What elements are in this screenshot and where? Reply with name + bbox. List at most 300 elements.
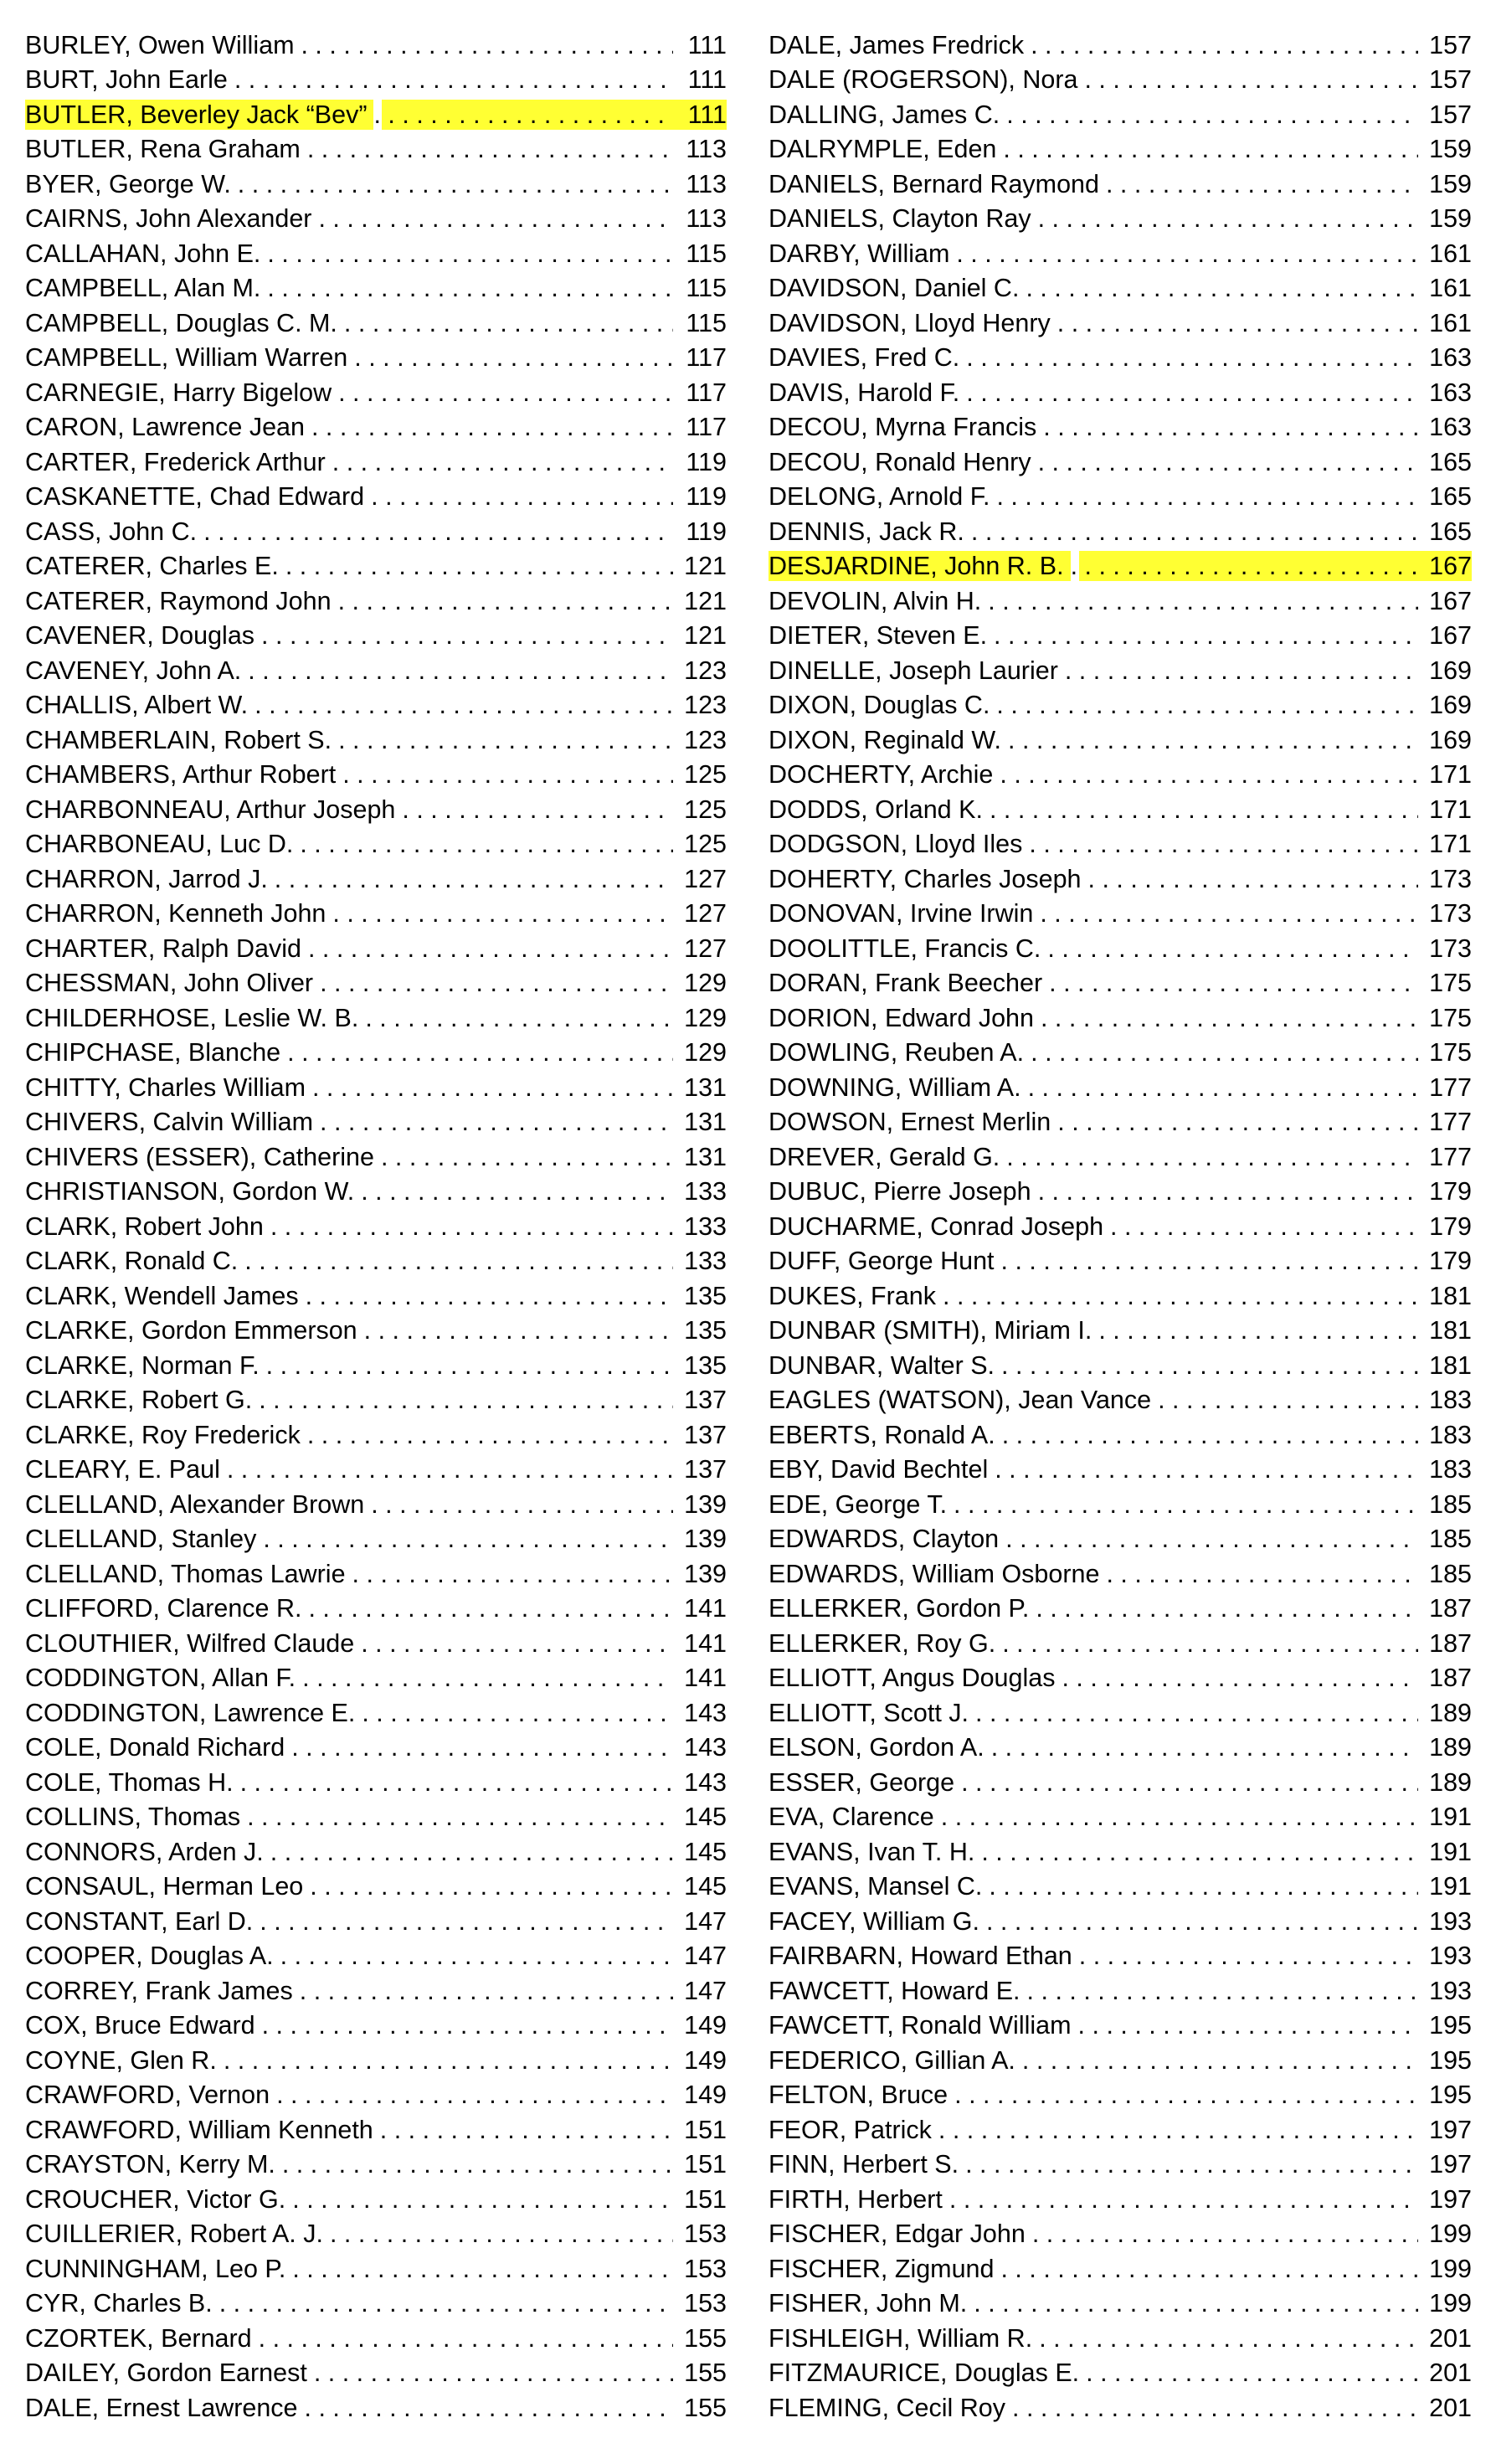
- entry-name: CLARKE, Gordon Emmerson: [25, 1316, 357, 1345]
- entry-page-number: 149: [684, 2011, 727, 2040]
- index-entry: [25, 2040, 727, 2076]
- entry-name: DEVOLIN, Alvin H.: [769, 586, 982, 615]
- entry-page-number: 193: [1429, 1906, 1472, 1936]
- entry-name: DOWSON, Ernest Merlin: [769, 1108, 1051, 1136]
- entry-name: DALE, Ernest Lawrence: [25, 2393, 298, 2422]
- dot-leader: [373, 100, 673, 130]
- entry-name: EDE, George T.: [769, 1489, 948, 1519]
- entry-page-number: 197: [1429, 2150, 1472, 2179]
- dot-leader: [371, 1489, 673, 1520]
- dot-leader: [954, 2080, 1418, 2110]
- dot-leader: [270, 1211, 673, 1242]
- entry-page-number: 151: [684, 2150, 727, 2179]
- entry-name: FITZMAURICE, Douglas E.: [769, 2359, 1080, 2387]
- entry-name: DANIELS, Clayton Ray: [769, 204, 1031, 233]
- dot-leader: [1038, 1176, 1418, 1206]
- entry-page-number: 125: [684, 760, 727, 789]
- entry-name: ELLIOTT, Scott J.: [769, 1698, 969, 1727]
- entry-page-number: 163: [1429, 378, 1472, 407]
- entry-page-number: 169: [1429, 656, 1472, 685]
- entry-name: FISHLEIGH, William R.: [769, 2323, 1033, 2353]
- index-entry: [769, 303, 1472, 338]
- dot-leader: [1003, 134, 1418, 164]
- dot-leader: [994, 620, 1418, 651]
- entry-page-number: 189: [1429, 1767, 1472, 1797]
- index-entry: [769, 1345, 1472, 1381]
- index-entry: [769, 1067, 1472, 1103]
- entry-name: CODDINGTON, Lawrence E.: [25, 1698, 356, 1727]
- dot-leader: [996, 690, 1418, 720]
- index-entry: [25, 2388, 727, 2423]
- index-entry: [25, 894, 727, 929]
- entry-page-number: 171: [1429, 795, 1472, 824]
- entry-name: FAWCETT, Ronald William: [769, 2011, 1072, 2040]
- index-entry: [25, 2179, 727, 2215]
- entry-name: DAVIES, Fred C.: [769, 343, 960, 372]
- dot-leader: [975, 1698, 1418, 1728]
- entry-name: CHARRON, Kenneth John: [25, 899, 326, 928]
- index-entry: [769, 2215, 1472, 2250]
- entry-page-number: 119: [686, 447, 727, 476]
- entry-page-number: 117: [686, 343, 727, 372]
- entry-page-number: 201: [1429, 2323, 1472, 2353]
- entry-name: CZORTEK, Bernard: [25, 2323, 252, 2353]
- entry-name: CLELLAND, Alexander Brown: [25, 1489, 365, 1519]
- index-entry: [769, 1311, 1472, 1346]
- index-entry: [25, 929, 727, 964]
- entry-page-number: 161: [1429, 274, 1472, 302]
- entry-page-number: 137: [684, 1455, 727, 1484]
- index-entry: [769, 2145, 1472, 2180]
- index-entry: [769, 1937, 1472, 1972]
- index-entry: [25, 303, 727, 338]
- entry-page-number: 161: [1429, 308, 1472, 337]
- entry-page-number: 115: [686, 308, 727, 337]
- entry-page-number: 119: [686, 482, 727, 511]
- index-entry: [25, 1450, 727, 1485]
- entry-page-number: 197: [1429, 2184, 1472, 2214]
- index-entry: [25, 1623, 727, 1659]
- entry-page-number: 199: [1429, 2254, 1472, 2283]
- dot-leader: [402, 795, 673, 825]
- entry-page-number: 201: [1429, 2393, 1472, 2422]
- entry-page-number: 167: [1429, 621, 1472, 650]
- entry-name: CHARTER, Ralph David: [25, 934, 301, 963]
- dot-leader: [1038, 203, 1418, 234]
- dot-leader: [354, 342, 673, 373]
- entry-page-number: 121: [684, 552, 727, 580]
- entry-name: CASKANETTE, Chad Edward: [25, 482, 365, 511]
- index-entry: [769, 1276, 1472, 1311]
- dot-leader: [1040, 898, 1418, 929]
- entry-name: CAMPBELL, Douglas C. M.: [25, 308, 337, 337]
- index-entry: [25, 825, 727, 860]
- dot-leader: [1038, 447, 1418, 477]
- entry-page-number: 153: [684, 2254, 727, 2283]
- index-entry: [769, 1450, 1472, 1485]
- dot-leader: [1057, 308, 1418, 338]
- dot-leader: [302, 1663, 673, 1693]
- index-entry: [769, 442, 1472, 477]
- dot-leader: [996, 481, 1418, 512]
- dot-leader: [308, 934, 673, 964]
- entry-page-number: 187: [1429, 1594, 1472, 1623]
- entry-name: CATERER, Charles E.: [25, 552, 279, 580]
- entry-name: CHARBONEAU, Luc D.: [25, 830, 294, 858]
- index-entry: [25, 442, 727, 477]
- index-entry: [769, 1798, 1472, 1833]
- dot-leader: [1057, 1107, 1418, 1137]
- entry-name: FIRTH, Herbert: [769, 2184, 943, 2214]
- entry-name: BYER, George W.: [25, 169, 231, 198]
- entry-name: FLEMING, Cecil Roy: [769, 2393, 1006, 2422]
- entry-page-number: 195: [1429, 2011, 1472, 2040]
- entry-page-number: 117: [686, 378, 727, 407]
- index-entry: [769, 2179, 1472, 2215]
- entry-page-number: 169: [1429, 691, 1472, 719]
- index-entry: [769, 998, 1472, 1033]
- entry-page-number: 177: [1429, 1108, 1472, 1136]
- dot-leader: [991, 1732, 1418, 1762]
- dot-leader: [1006, 100, 1418, 130]
- entry-page-number: 189: [1429, 1698, 1472, 1727]
- dot-leader: [1002, 1420, 1418, 1450]
- entry-page-number: 191: [1429, 1872, 1472, 1901]
- index-entry: [25, 2076, 727, 2111]
- entry-page-number: 141: [684, 1628, 727, 1658]
- index-entry: [769, 755, 1472, 790]
- dot-leader: [1106, 1559, 1418, 1589]
- entry-name: EBERTS, Ronald A.: [769, 1420, 995, 1449]
- entry-name: EAGLES (WATSON), Jean Vance: [769, 1386, 1152, 1414]
- entry-name: CLELLAND, Thomas Lawrie: [25, 1559, 346, 1588]
- index-entry: [769, 512, 1472, 547]
- entry-name: BURT, John Earle: [25, 65, 228, 94]
- entry-name: FEOR, Patrick: [769, 2115, 932, 2144]
- index-entry: [25, 1832, 727, 1867]
- entry-name: DORION, Edward John: [769, 1003, 1034, 1032]
- index-entry: [769, 581, 1472, 616]
- entry-name: ESSER, George: [769, 1767, 955, 1797]
- dot-leader: [261, 620, 673, 651]
- entry-page-number: 123: [684, 656, 727, 685]
- dot-leader: [238, 169, 673, 199]
- entry-page-number: 121: [684, 586, 727, 615]
- entry-page-number: 143: [684, 1698, 727, 1727]
- entry-name: DOCHERTY, Archie: [769, 760, 994, 789]
- dot-leader: [320, 968, 673, 998]
- entry-page-number: 119: [686, 517, 727, 546]
- entry-page-number: 159: [1429, 135, 1472, 163]
- entry-page-number: 167: [1429, 586, 1472, 615]
- entry-page-number: 157: [1429, 30, 1472, 59]
- index-entry: [769, 1867, 1472, 1902]
- dot-leader: [1005, 1524, 1418, 1554]
- dot-leader: [1012, 2393, 1418, 2423]
- dot-leader: [292, 2184, 673, 2215]
- entry-page-number: 141: [684, 1594, 727, 1623]
- index-entry: [769, 686, 1472, 721]
- index-entry: [769, 1659, 1472, 1694]
- entry-name: CHALLIS, Albert W.: [25, 691, 249, 719]
- dot-leader: [1031, 1037, 1418, 1067]
- dot-leader: [259, 1385, 673, 1415]
- dot-leader: [1047, 934, 1418, 964]
- index-entry: [25, 477, 727, 512]
- index-entry: [25, 859, 727, 894]
- entry-page-number: 179: [1429, 1177, 1472, 1206]
- dot-leader: [1039, 2323, 1418, 2353]
- index-entry: [25, 1415, 727, 1450]
- entry-name: CLARK, Wendell James: [25, 1281, 299, 1310]
- dot-leader: [966, 342, 1418, 373]
- entry-page-number: 129: [684, 1038, 727, 1067]
- entry-name: FAIRBARN, Howard Ethan: [769, 1942, 1072, 1970]
- index-entry: [25, 1798, 727, 1833]
- dot-leader: [961, 1767, 1418, 1798]
- entry-page-number: 131: [684, 1108, 727, 1136]
- entry-name: COLE, Donald Richard: [25, 1733, 285, 1762]
- entry-name: DAVIDSON, Daniel C.: [769, 274, 1020, 302]
- entry-page-number: 127: [684, 934, 727, 963]
- dot-leader: [988, 586, 1418, 616]
- index-entry: [769, 616, 1472, 651]
- entry-name: CHARBONNEAU, Arthur Joseph: [25, 795, 396, 824]
- dot-leader: [1071, 551, 1418, 581]
- entry-name: DALE, James Fredrick: [769, 30, 1025, 59]
- dot-leader: [292, 2254, 673, 2284]
- entry-name: FELTON, Bruce: [769, 2081, 948, 2109]
- dot-leader: [307, 1420, 673, 1450]
- dot-leader: [1043, 412, 1418, 442]
- entry-name: DUNBAR, Walter S.: [769, 1350, 995, 1380]
- index-entry: [25, 2145, 727, 2180]
- index-entry: [25, 1067, 727, 1103]
- entry-name: DUFF, George Hunt: [769, 1247, 995, 1275]
- entry-page-number: 113: [686, 204, 727, 233]
- entry-page-number: 179: [1429, 1211, 1472, 1241]
- entry-name: DIXON, Reginald W.: [769, 725, 1001, 754]
- index-entry: [769, 2353, 1472, 2389]
- entry-name: COYNE, Glen R.: [25, 2045, 217, 2075]
- entry-page-number: 149: [684, 2081, 727, 2109]
- entry-name: CRAWFORD, William Kenneth: [25, 2115, 373, 2144]
- entry-page-number: 139: [684, 1525, 727, 1553]
- index-entry: [25, 1137, 727, 1172]
- index-entry: [25, 234, 727, 269]
- entry-page-number: 177: [1429, 1142, 1472, 1171]
- dot-leader: [1062, 1663, 1418, 1693]
- dot-leader: [219, 2288, 673, 2318]
- entry-name: FAWCETT, Howard E.: [769, 1976, 1020, 2005]
- entry-page-number: 117: [686, 413, 727, 441]
- index-entry: [25, 1311, 727, 1346]
- entry-page-number: 137: [684, 1420, 727, 1449]
- index-entry: [769, 1415, 1472, 1450]
- entry-page-number: 169: [1429, 725, 1472, 754]
- entry-page-number: 123: [684, 691, 727, 719]
- index-entry: [25, 512, 727, 547]
- entry-page-number: 167: [1418, 551, 1472, 581]
- entry-page-number: 133: [684, 1177, 727, 1206]
- dot-leader: [1001, 1246, 1418, 1276]
- entry-page-number: 159: [1429, 204, 1472, 233]
- dot-leader: [943, 1281, 1418, 1311]
- entry-page-number: 181: [1429, 1350, 1472, 1380]
- index-entry: [25, 1762, 727, 1798]
- dot-leader: [1028, 1073, 1418, 1103]
- index-entry: [25, 1033, 727, 1068]
- dot-leader: [308, 1593, 673, 1623]
- entry-page-number: 193: [1429, 1942, 1472, 1970]
- entry-name: CONNORS, Arden J.: [25, 1837, 264, 1866]
- entry-name: BUTLER, Rena Graham: [25, 135, 301, 163]
- index-entry: [25, 408, 727, 443]
- entry-name: DOOLITTLE, Francis C.: [769, 934, 1041, 963]
- entry-page-number: 149: [684, 2045, 727, 2075]
- entry-page-number: 153: [684, 2289, 727, 2317]
- index-entry: [769, 1728, 1472, 1763]
- entry-name: CLARKE, Norman F.: [25, 1350, 260, 1380]
- entry-name: CRAYSTON, Kerry M.: [25, 2150, 275, 2179]
- index-entry: [25, 373, 727, 408]
- entry-name: ELLERKER, Gordon P.: [769, 1594, 1030, 1623]
- entry-page-number: 165: [1429, 517, 1472, 546]
- entry-name: CONSAUL, Herman Leo: [25, 1872, 304, 1901]
- entry-page-number: 201: [1429, 2359, 1472, 2387]
- index-entry: [25, 164, 727, 199]
- dot-leader: [305, 2393, 674, 2423]
- index-entry: [769, 2110, 1472, 2145]
- dot-leader: [259, 2323, 673, 2353]
- index-entry: [25, 2353, 727, 2389]
- dot-leader: [1158, 1385, 1418, 1415]
- entry-name: DUNBAR (SMITH), Miriam I.: [769, 1316, 1092, 1345]
- entry-name: CYR, Charles B.: [25, 2289, 213, 2317]
- dot-leader: [974, 2288, 1418, 2318]
- dot-leader: [227, 1454, 673, 1484]
- dot-leader: [364, 1315, 673, 1345]
- dot-leader: [1008, 725, 1418, 755]
- index-entry: [25, 616, 727, 651]
- index-entry: [769, 25, 1472, 60]
- dot-leader: [282, 2149, 673, 2179]
- index-entry: [25, 338, 727, 373]
- entry-name: EVANS, Mansel C.: [769, 1872, 983, 1901]
- entry-page-number: 147: [684, 1976, 727, 2005]
- entry-page-number: 139: [684, 1489, 727, 1519]
- entry-name: DAVIS, Harold F.: [769, 378, 960, 407]
- entry-page-number: 199: [1429, 2220, 1472, 2248]
- dot-leader: [344, 308, 673, 338]
- index-column-right: [769, 25, 1472, 2423]
- dot-leader: [267, 239, 673, 269]
- entry-page-number: 181: [1429, 1316, 1472, 1345]
- entry-page-number: 135: [684, 1316, 727, 1345]
- entry-name: DIXON, Douglas C.: [769, 691, 990, 719]
- entry-name: FACEY, William G.: [769, 1906, 979, 1936]
- entry-page-number: 173: [1429, 864, 1472, 893]
- entry-page-number: 133: [684, 1211, 727, 1241]
- index-entry: [25, 1589, 727, 1624]
- index-entry: [769, 964, 1472, 999]
- dot-leader: [949, 2184, 1418, 2215]
- index-entry: [25, 1242, 727, 1277]
- index-entry: [769, 95, 1472, 130]
- dot-leader: [234, 64, 673, 95]
- entry-name: CLOUTHIER, Wilfred Claude: [25, 1628, 355, 1658]
- index-entry: [25, 998, 727, 1033]
- index-entry: [25, 1693, 727, 1728]
- entry-name: DAVIDSON, Lloyd Henry: [769, 308, 1051, 337]
- index-entry: [25, 2215, 727, 2250]
- entry-page-number: 125: [684, 830, 727, 858]
- entry-page-number: 125: [684, 795, 727, 824]
- entry-name: BURLEY, Owen William: [25, 30, 295, 59]
- index-entry: [25, 1103, 727, 1138]
- index-entry: [769, 2284, 1472, 2319]
- index-entry: [25, 2006, 727, 2041]
- entry-page-number: 193: [1429, 1976, 1472, 2005]
- dot-leader: [989, 1871, 1418, 1901]
- dot-leader: [275, 864, 673, 894]
- entry-name: EDWARDS, William Osborne: [769, 1559, 1100, 1588]
- dot-leader: [318, 203, 673, 234]
- entry-name: DOWLING, Reuben A.: [769, 1038, 1025, 1067]
- entry-name: CHIVERS (ESSER), Catherine: [25, 1142, 374, 1171]
- entry-name: CONSTANT, Earl D.: [25, 1906, 254, 1936]
- index-entry: [25, 2249, 727, 2284]
- index-entry: [769, 1381, 1472, 1416]
- entry-name: FISCHER, Edgar John: [769, 2220, 1026, 2248]
- dot-leader: [342, 759, 673, 790]
- entry-page-number: 121: [684, 621, 727, 650]
- dot-leader: [1022, 2045, 1418, 2076]
- dot-leader: [965, 2149, 1418, 2179]
- index-entry: [769, 269, 1472, 304]
- entry-page-number: 129: [684, 969, 727, 997]
- entry-name: COLLINS, Thomas: [25, 1803, 241, 1831]
- index-entry: [769, 338, 1472, 373]
- entry-page-number: 137: [684, 1386, 727, 1414]
- index-entry: [25, 964, 727, 999]
- entry-page-number: 115: [686, 274, 727, 302]
- index-entry: [769, 1623, 1472, 1659]
- index-entry: [769, 825, 1472, 860]
- entry-name: CUNNINGHAM, Leo P.: [25, 2254, 286, 2283]
- entry-page-number: 165: [1429, 447, 1472, 476]
- index-entry: [769, 164, 1472, 199]
- index-entry-highlighted: [769, 547, 1472, 582]
- dot-leader: [954, 1489, 1418, 1520]
- entry-page-number: 145: [684, 1837, 727, 1866]
- index-entry: [25, 1276, 727, 1311]
- entry-page-number: 173: [1429, 899, 1472, 928]
- entry-page-number: 131: [684, 1142, 727, 1171]
- dot-leader: [361, 1628, 673, 1659]
- dot-leader: [244, 1246, 673, 1276]
- entry-name: CHARRON, Jarrod J.: [25, 864, 268, 893]
- entry-name: DINELLE, Joseph Laurier: [769, 656, 1058, 685]
- dot-leader: [306, 1281, 673, 1311]
- index-entry: [769, 2318, 1472, 2353]
- index-entry: [25, 25, 727, 60]
- entry-name: CAVENER, Douglas: [25, 621, 255, 650]
- entry-page-number: 153: [684, 2220, 727, 2248]
- entry-name: DALE (ROGERSON), Nora: [769, 65, 1078, 94]
- entry-page-number: 191: [1429, 1837, 1472, 1866]
- index-entry-highlighted: [25, 95, 727, 130]
